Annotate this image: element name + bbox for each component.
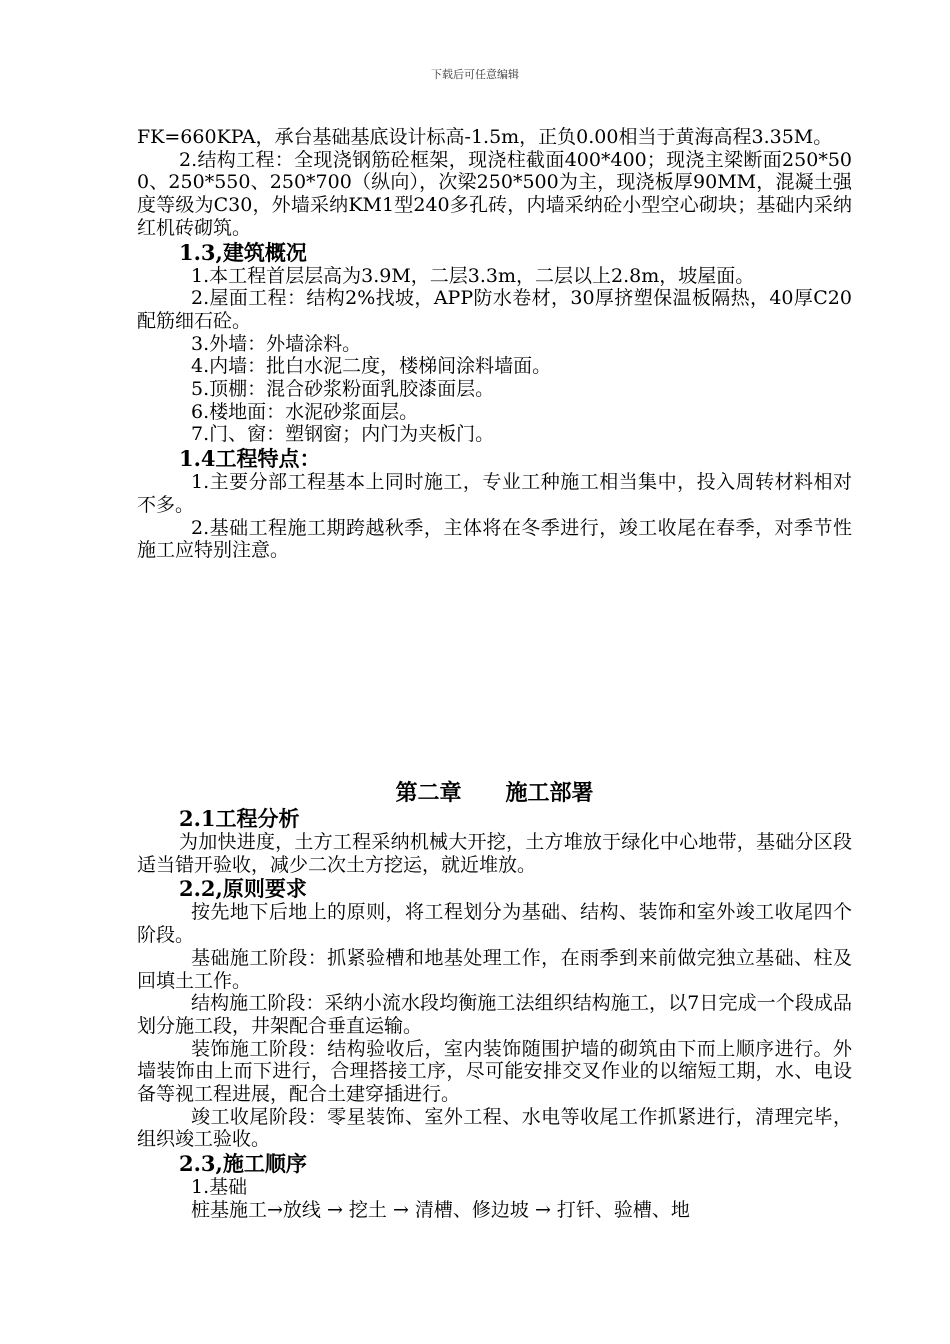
paragraph: 6.楼地面：水泥砂浆面层。 [191,400,419,423]
paragraph: 为加快进度，土方工程采纳机械大开挖，土方堆放于绿化中心地带，基础分区段适当错开验收，减少二次土方挖运，就近堆放。 [137,831,852,876]
paragraph: 桩基施工→放线 → 挖土 → 清槽、修边坡 → 打钎、验槽、地 [191,1198,690,1221]
paragraph: 2.基础工程施工期跨越秋季，主体将在冬季进行，竣工收尾在春季，对季节性施工应特别注意。 [137,516,852,562]
paragraph: 1.本工程首层层高为3.9M，二层3.3m，二层以上2.8m，坡屋面。 [191,264,755,287]
section-2 [137,806,852,1222]
paragraph: 2.结构工程：全现浇钢筋砼框架，现浇柱截面400*400；现浇主梁断面250*500、250*550、250*700（纵向），次梁250*500为主，现浇板厚90MM，混凝土强度等级为C30，外墙采纳KM1型240多孔砖，内墙采纳砼小型空心砌块；基础内采纳红机砖砌筑。 [137,148,852,239]
page-header: 下载后可任意编辑 [431,68,519,81]
section-heading: 1.3,建筑概况 [179,239,307,265]
chapter-title: 第二章 施工部署 [395,780,594,806]
section-1 [137,126,852,562]
paragraph: 1.主要分部工程基本上同时施工，专业工种施工相当集中，投入周转材料相对不多。 [137,471,852,516]
paragraph: 装饰施工阶段：结构验收后，室内装饰随围护墙的砌筑由下而上顺序进行。外墙装饰由上而下进行，合理搭接工序，尽可能安排交叉作业的以缩短工期，水、电设备等视工程进展，配合土建穿插进行。 [137,1037,852,1106]
paragraph: 5.顶棚：混合砂浆粉面乳胶漆面层。 [191,378,495,401]
paragraph: 结构施工阶段：采纳小流水段均衡施工法组织结构施工，以7日完成一个段成品划分施工段，井架配合垂直运输。 [137,992,852,1037]
paragraph: 7.门、窗：塑钢窗；内门为夹板门。 [191,423,495,446]
paragraph: 2.屋面工程：结构2%找坡，APP防水卷材，30厚挤塑保温板隔热，40厚C20配筋细石砼。 [137,287,852,332]
section-heading: 1.4工程特点： [179,446,321,472]
section-heading: 2.1工程分析 [179,806,300,831]
chapter-heading [137,779,852,807]
paragraph: 1.基础 [191,1176,248,1199]
paragraph: 3.外墙：外墙涂料。 [191,332,362,355]
paragraph: 竣工收尾阶段：零星装饰、室外工程、水电等收尾工作抓紧进行，清理完毕，组织竣工验收。 [137,1105,852,1151]
paragraph: FK=660KPA，承台基础基底设计标高-1.5m，正负0.00相当于黄海高程3.35M。 [137,126,833,148]
paragraph: 4.内墙：批白水泥二度，楼梯间涂料墙面。 [191,355,552,378]
paragraph: 基础施工阶段：抓紧验槽和地基处理工作，在雨季到来前做完独立基础、柱及回填土工作。 [137,946,852,992]
section-heading: 2.2,原则要求 [179,876,307,902]
paragraph: 按先地下后地上的原则，将工程划分为基础、结构、装饰和室外竣工收尾四个阶段。 [137,901,852,947]
section-heading: 2.3,施工顺序 [179,1151,307,1177]
